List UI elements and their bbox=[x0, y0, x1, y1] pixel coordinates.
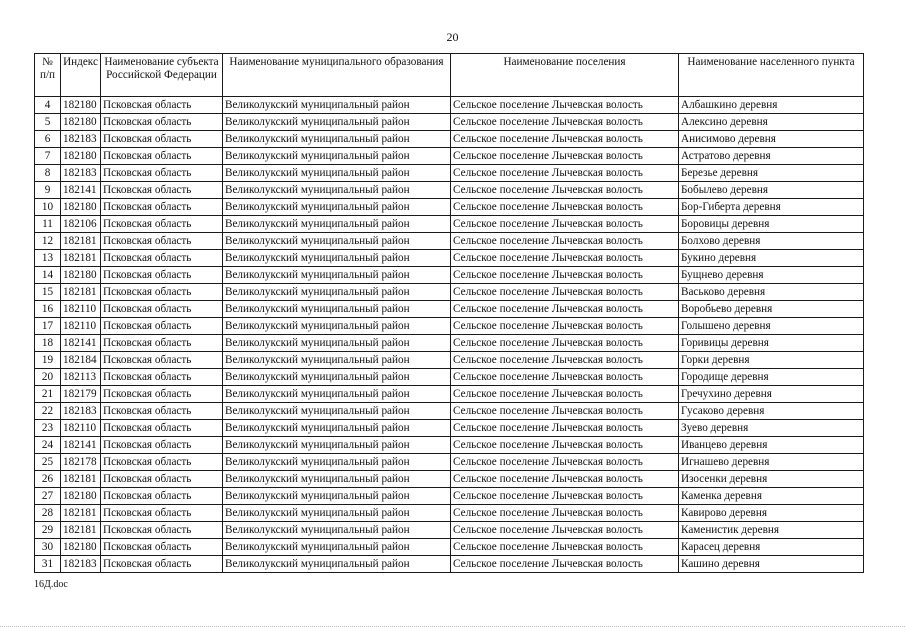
cell-index: 182110 bbox=[61, 301, 101, 318]
cell-num: 31 bbox=[35, 556, 61, 573]
cell-municipality: Великолукский муниципальный район bbox=[223, 505, 451, 522]
cell-settlement: Сельское поселение Лычевская волость bbox=[451, 165, 679, 182]
cell-municipality: Великолукский муниципальный район bbox=[223, 301, 451, 318]
cell-settlement: Сельское поселение Лычевская волость bbox=[451, 301, 679, 318]
cell-subject: Псковская область bbox=[101, 199, 223, 216]
cell-locality: Горки деревня bbox=[679, 352, 864, 369]
cell-municipality: Великолукский муниципальный район bbox=[223, 386, 451, 403]
cell-locality: Бобылево деревня bbox=[679, 182, 864, 199]
cell-locality: Васьково деревня bbox=[679, 284, 864, 301]
cell-index: 182181 bbox=[61, 505, 101, 522]
cell-municipality: Великолукский муниципальный район bbox=[223, 437, 451, 454]
cell-settlement: Сельское поселение Лычевская волость bbox=[451, 437, 679, 454]
cell-settlement: Сельское поселение Лычевская волость bbox=[451, 284, 679, 301]
cell-subject: Псковская область bbox=[101, 148, 223, 165]
table-header-row bbox=[35, 54, 864, 97]
table-row bbox=[35, 97, 864, 114]
cell-num: 14 bbox=[35, 267, 61, 284]
cell-settlement: Сельское поселение Лычевская волость bbox=[451, 233, 679, 250]
cell-subject: Псковская область bbox=[101, 250, 223, 267]
cell-locality: Астратово деревня bbox=[679, 148, 864, 165]
cell-subject: Псковская область bbox=[101, 318, 223, 335]
table-row bbox=[35, 250, 864, 267]
table-row bbox=[35, 437, 864, 454]
cell-num: 4 bbox=[35, 97, 61, 114]
table-row bbox=[35, 369, 864, 386]
table-row bbox=[35, 539, 864, 556]
cell-subject: Псковская область bbox=[101, 267, 223, 284]
cell-subject: Псковская область bbox=[101, 335, 223, 352]
cell-subject: Псковская область bbox=[101, 216, 223, 233]
cell-subject: Псковская область bbox=[101, 556, 223, 573]
cell-locality: Карасец деревня bbox=[679, 539, 864, 556]
cell-index: 182141 bbox=[61, 437, 101, 454]
cell-subject: Псковская область bbox=[101, 522, 223, 539]
table-body bbox=[35, 97, 864, 573]
cell-municipality: Великолукский муниципальный район bbox=[223, 420, 451, 437]
cell-municipality: Великолукский муниципальный район bbox=[223, 250, 451, 267]
cell-municipality: Великолукский муниципальный район bbox=[223, 216, 451, 233]
cell-index: 182178 bbox=[61, 454, 101, 471]
cell-locality: Каменка деревня bbox=[679, 488, 864, 505]
settlements-table bbox=[34, 53, 864, 573]
header-municipality: Наименование муниципального образования bbox=[223, 54, 451, 97]
table-row bbox=[35, 352, 864, 369]
cell-subject: Псковская область bbox=[101, 131, 223, 148]
cell-subject: Псковская область bbox=[101, 369, 223, 386]
cell-locality: Кашино деревня bbox=[679, 556, 864, 573]
cell-settlement: Сельское поселение Лычевская волость bbox=[451, 539, 679, 556]
cell-num: 16 bbox=[35, 301, 61, 318]
cell-num: 13 bbox=[35, 250, 61, 267]
cell-locality: Букино деревня bbox=[679, 250, 864, 267]
cell-subject: Псковская область bbox=[101, 165, 223, 182]
table-row bbox=[35, 471, 864, 488]
table-row bbox=[35, 131, 864, 148]
cell-index: 182183 bbox=[61, 556, 101, 573]
table-row bbox=[35, 403, 864, 420]
cell-settlement: Сельское поселение Лычевская волость bbox=[451, 131, 679, 148]
cell-index: 182180 bbox=[61, 114, 101, 131]
cell-index: 182180 bbox=[61, 488, 101, 505]
cell-municipality: Великолукский муниципальный район bbox=[223, 131, 451, 148]
cell-subject: Псковская область bbox=[101, 352, 223, 369]
cell-settlement: Сельское поселение Лычевская волость bbox=[451, 403, 679, 420]
cell-settlement: Сельское поселение Лычевская волость bbox=[451, 386, 679, 403]
table-row bbox=[35, 199, 864, 216]
cell-locality: Гусаково деревня bbox=[679, 403, 864, 420]
cell-num: 11 bbox=[35, 216, 61, 233]
cell-subject: Псковская область bbox=[101, 454, 223, 471]
cell-num: 28 bbox=[35, 505, 61, 522]
cell-locality: Изосенки деревня bbox=[679, 471, 864, 488]
cell-subject: Псковская область bbox=[101, 301, 223, 318]
cell-municipality: Великолукский муниципальный район bbox=[223, 233, 451, 250]
cell-index: 182141 bbox=[61, 335, 101, 352]
table-row bbox=[35, 522, 864, 539]
cell-num: 18 bbox=[35, 335, 61, 352]
cell-index: 182180 bbox=[61, 267, 101, 284]
cell-num: 26 bbox=[35, 471, 61, 488]
table-row bbox=[35, 386, 864, 403]
cell-locality: Игнашево деревня bbox=[679, 454, 864, 471]
cell-num: 29 bbox=[35, 522, 61, 539]
cell-num: 23 bbox=[35, 420, 61, 437]
cell-settlement: Сельское поселение Лычевская волость bbox=[451, 250, 679, 267]
cell-index: 182180 bbox=[61, 199, 101, 216]
cell-locality: Голышено деревня bbox=[679, 318, 864, 335]
cell-subject: Псковская область bbox=[101, 420, 223, 437]
cell-locality: Каменистик деревня bbox=[679, 522, 864, 539]
cell-num: 5 bbox=[35, 114, 61, 131]
cell-index: 182180 bbox=[61, 539, 101, 556]
cell-settlement: Сельское поселение Лычевская волость bbox=[451, 556, 679, 573]
cell-municipality: Великолукский муниципальный район bbox=[223, 522, 451, 539]
cell-municipality: Великолукский муниципальный район bbox=[223, 97, 451, 114]
header-index: Индекс bbox=[61, 54, 101, 97]
cell-locality: Болхово деревня bbox=[679, 233, 864, 250]
scan-edge-line bbox=[0, 626, 905, 629]
cell-index: 182181 bbox=[61, 250, 101, 267]
header-num: № п/п bbox=[35, 54, 61, 97]
cell-num: 19 bbox=[35, 352, 61, 369]
cell-municipality: Великолукский муниципальный район bbox=[223, 539, 451, 556]
cell-settlement: Сельское поселение Лычевская волость bbox=[451, 369, 679, 386]
cell-num: 9 bbox=[35, 182, 61, 199]
cell-subject: Псковская область bbox=[101, 97, 223, 114]
cell-num: 25 bbox=[35, 454, 61, 471]
table-row bbox=[35, 216, 864, 233]
table-row bbox=[35, 454, 864, 471]
cell-municipality: Великолукский муниципальный район bbox=[223, 488, 451, 505]
cell-locality: Гречухино деревня bbox=[679, 386, 864, 403]
cell-municipality: Великолукский муниципальный район bbox=[223, 284, 451, 301]
cell-municipality: Великолукский муниципальный район bbox=[223, 318, 451, 335]
cell-subject: Псковская область bbox=[101, 233, 223, 250]
cell-index: 182181 bbox=[61, 233, 101, 250]
cell-num: 7 bbox=[35, 148, 61, 165]
table-row bbox=[35, 335, 864, 352]
cell-settlement: Сельское поселение Лычевская волость bbox=[451, 114, 679, 131]
cell-num: 15 bbox=[35, 284, 61, 301]
cell-subject: Псковская область bbox=[101, 437, 223, 454]
cell-index: 182183 bbox=[61, 165, 101, 182]
cell-locality: Иванцево деревня bbox=[679, 437, 864, 454]
cell-subject: Псковская область bbox=[101, 539, 223, 556]
cell-index: 182113 bbox=[61, 369, 101, 386]
cell-locality: Алексино деревня bbox=[679, 114, 864, 131]
cell-index: 182181 bbox=[61, 471, 101, 488]
table-row bbox=[35, 267, 864, 284]
cell-locality: Боровицы деревня bbox=[679, 216, 864, 233]
cell-subject: Псковская область bbox=[101, 114, 223, 131]
header-settlement: Наименование поселения bbox=[451, 54, 679, 97]
cell-settlement: Сельское поселение Лычевская волость bbox=[451, 454, 679, 471]
table-row bbox=[35, 556, 864, 573]
cell-settlement: Сельское поселение Лычевская волость bbox=[451, 522, 679, 539]
cell-municipality: Великолукский муниципальный район bbox=[223, 403, 451, 420]
cell-settlement: Сельское поселение Лычевская волость bbox=[451, 352, 679, 369]
cell-subject: Псковская область bbox=[101, 182, 223, 199]
cell-index: 182181 bbox=[61, 284, 101, 301]
cell-index: 182180 bbox=[61, 148, 101, 165]
table-row bbox=[35, 182, 864, 199]
cell-settlement: Сельское поселение Лычевская волость bbox=[451, 471, 679, 488]
table-row bbox=[35, 233, 864, 250]
page-number: 20 bbox=[446, 30, 459, 44]
cell-num: 21 bbox=[35, 386, 61, 403]
table-row bbox=[35, 301, 864, 318]
cell-subject: Псковская область bbox=[101, 386, 223, 403]
cell-index: 182183 bbox=[61, 131, 101, 148]
cell-locality: Воробьево деревня bbox=[679, 301, 864, 318]
table-row bbox=[35, 284, 864, 301]
cell-locality: Кавирово деревня bbox=[679, 505, 864, 522]
cell-index: 182181 bbox=[61, 522, 101, 539]
cell-settlement: Сельское поселение Лычевская волость bbox=[451, 182, 679, 199]
cell-settlement: Сельское поселение Лычевская волость bbox=[451, 148, 679, 165]
cell-settlement: Сельское поселение Лычевская волость bbox=[451, 420, 679, 437]
cell-num: 27 bbox=[35, 488, 61, 505]
cell-municipality: Великолукский муниципальный район bbox=[223, 267, 451, 284]
cell-locality: Бущнево деревня bbox=[679, 267, 864, 284]
cell-subject: Псковская область bbox=[101, 471, 223, 488]
cell-index: 182184 bbox=[61, 352, 101, 369]
table-row bbox=[35, 420, 864, 437]
cell-locality: Бор-Гиберта деревня bbox=[679, 199, 864, 216]
cell-subject: Псковская область bbox=[101, 488, 223, 505]
cell-municipality: Великолукский муниципальный район bbox=[223, 471, 451, 488]
cell-locality: Городище деревня bbox=[679, 369, 864, 386]
cell-index: 182179 bbox=[61, 386, 101, 403]
cell-municipality: Великолукский муниципальный район bbox=[223, 352, 451, 369]
table-row bbox=[35, 488, 864, 505]
table-row bbox=[35, 114, 864, 131]
cell-num: 30 bbox=[35, 539, 61, 556]
cell-municipality: Великолукский муниципальный район bbox=[223, 165, 451, 182]
cell-municipality: Великолукский муниципальный район bbox=[223, 199, 451, 216]
cell-num: 8 bbox=[35, 165, 61, 182]
cell-settlement: Сельское поселение Лычевская волость bbox=[451, 97, 679, 114]
cell-num: 12 bbox=[35, 233, 61, 250]
cell-municipality: Великолукский муниципальный район bbox=[223, 335, 451, 352]
cell-index: 182106 bbox=[61, 216, 101, 233]
cell-settlement: Сельское поселение Лычевская волость bbox=[451, 267, 679, 284]
cell-municipality: Великолукский муниципальный район bbox=[223, 182, 451, 199]
cell-settlement: Сельское поселение Лычевская волость bbox=[451, 488, 679, 505]
cell-subject: Псковская область bbox=[101, 284, 223, 301]
cell-index: 182183 bbox=[61, 403, 101, 420]
cell-municipality: Великолукский муниципальный район bbox=[223, 114, 451, 131]
cell-index: 182110 bbox=[61, 420, 101, 437]
cell-municipality: Великолукский муниципальный район bbox=[223, 556, 451, 573]
header-locality: Наименование населенного пункта bbox=[679, 54, 864, 97]
table-row bbox=[35, 148, 864, 165]
cell-locality: Березье деревня bbox=[679, 165, 864, 182]
cell-locality: Албашкино деревня bbox=[679, 97, 864, 114]
cell-subject: Псковская область bbox=[101, 505, 223, 522]
cell-num: 6 bbox=[35, 131, 61, 148]
cell-locality: Горивицы деревня bbox=[679, 335, 864, 352]
cell-locality: Зуево деревня bbox=[679, 420, 864, 437]
cell-num: 17 bbox=[35, 318, 61, 335]
cell-municipality: Великолукский муниципальный район bbox=[223, 454, 451, 471]
cell-subject: Псковская область bbox=[101, 403, 223, 420]
cell-settlement: Сельское поселение Лычевская волость bbox=[451, 216, 679, 233]
cell-num: 20 bbox=[35, 369, 61, 386]
cell-settlement: Сельское поселение Лычевская волость bbox=[451, 335, 679, 352]
cell-index: 182110 bbox=[61, 318, 101, 335]
cell-settlement: Сельское поселение Лычевская волость bbox=[451, 199, 679, 216]
table-row bbox=[35, 505, 864, 522]
table-row bbox=[35, 318, 864, 335]
cell-settlement: Сельское поселение Лычевская волость bbox=[451, 318, 679, 335]
cell-locality: Анисимово деревня bbox=[679, 131, 864, 148]
cell-num: 10 bbox=[35, 199, 61, 216]
cell-num: 24 bbox=[35, 437, 61, 454]
cell-settlement: Сельское поселение Лычевская волость bbox=[451, 505, 679, 522]
cell-index: 182180 bbox=[61, 97, 101, 114]
cell-municipality: Великолукский муниципальный район bbox=[223, 369, 451, 386]
cell-index: 182141 bbox=[61, 182, 101, 199]
cell-municipality: Великолукский муниципальный район bbox=[223, 148, 451, 165]
document-filename: 16Д.doc bbox=[34, 579, 68, 590]
header-subject: Наименование субъекта Российской Федерации bbox=[101, 54, 223, 97]
cell-num: 22 bbox=[35, 403, 61, 420]
table-row bbox=[35, 165, 864, 182]
